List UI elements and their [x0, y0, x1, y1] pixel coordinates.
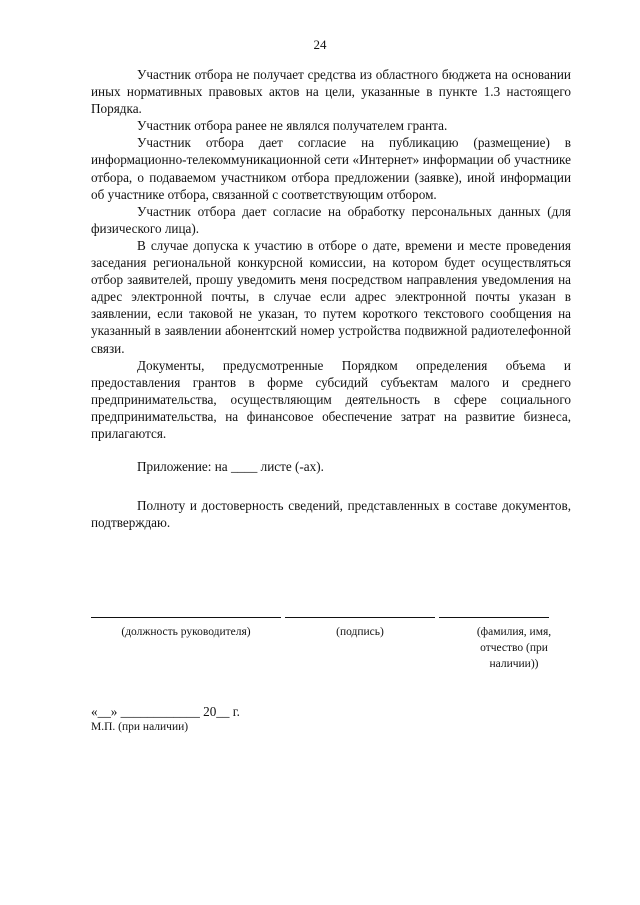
position-caption: (должность руководителя)	[121, 626, 251, 638]
paragraph-notification-request: В случае допуска к участию в отборе о дате, времени и месте проведения заседания региональной конкурсной комиссии, на котором будет осуществляться отбор заявителей, прошу уведомить меня посредством направления уведомления на адрес электронной почты, в случае если адрес электронной почты указан в заявлении, если таковой не указан, то путем короткого текстового сообщения на указанный в заявлении абонентский номер устройства подвижной радиотелефонной связи.	[91, 237, 571, 356]
full-name-caption-line: наличии))	[489, 658, 539, 670]
document-body	[91, 66, 571, 531]
name-signature-line	[439, 617, 549, 618]
paragraph-attached-documents: Документы, предусмотренные Порядком определения объема и предоставления грантов в форме субсидий субъектам малого и среднего предпринимательства, осуществляющим деятельность в сфере социального предпринимательства, на финансовое обеспечение затрат на развитие бизнеса, прилагаются.	[91, 357, 571, 441]
paragraph-not-previous-recipient: Участник отбора ранее не являлся получателем гранта.	[137, 118, 448, 134]
full-name-caption	[449, 624, 579, 672]
full-name-caption-line: (фамилия, имя,	[476, 626, 552, 638]
position-signature-line	[91, 617, 281, 618]
full-name-caption-line: отчество (при	[480, 642, 548, 654]
attachment-line: Приложение: на ____ листе (-ах).	[137, 459, 324, 475]
confirmation-paragraph: Полноту и достоверность сведений, представленных в составе документов, подтверждаю.	[91, 498, 571, 531]
date-line: «__» ____________ 20__ г.	[91, 704, 240, 719]
signature-line	[285, 617, 435, 618]
paragraph-publication-consent: Участник отбора дает согласие на публикацию (размещение) в информационно-телекоммуникационной сети «Интернет» информации об участнике отбора, о подаваемом участником отбора предложении (заявке), иной информации об участнике отбора, связанной с соответствующим отбором.	[91, 135, 571, 202]
paragraph-no-budget-funds: Участник отбора не получает средства из областного бюджета на основании иных нормативных правовых актов на цели, указанные в пункте 1.3 настоящего Порядка.	[91, 67, 571, 117]
paragraph-personal-data-consent: Участник отбора дает согласие на обработку персональных данных (для физического лица).	[91, 203, 571, 236]
signature-caption: (подпись)	[336, 626, 384, 638]
page-number: 24	[313, 37, 327, 52]
stamp-note: М.П. (при наличии)	[91, 721, 189, 733]
